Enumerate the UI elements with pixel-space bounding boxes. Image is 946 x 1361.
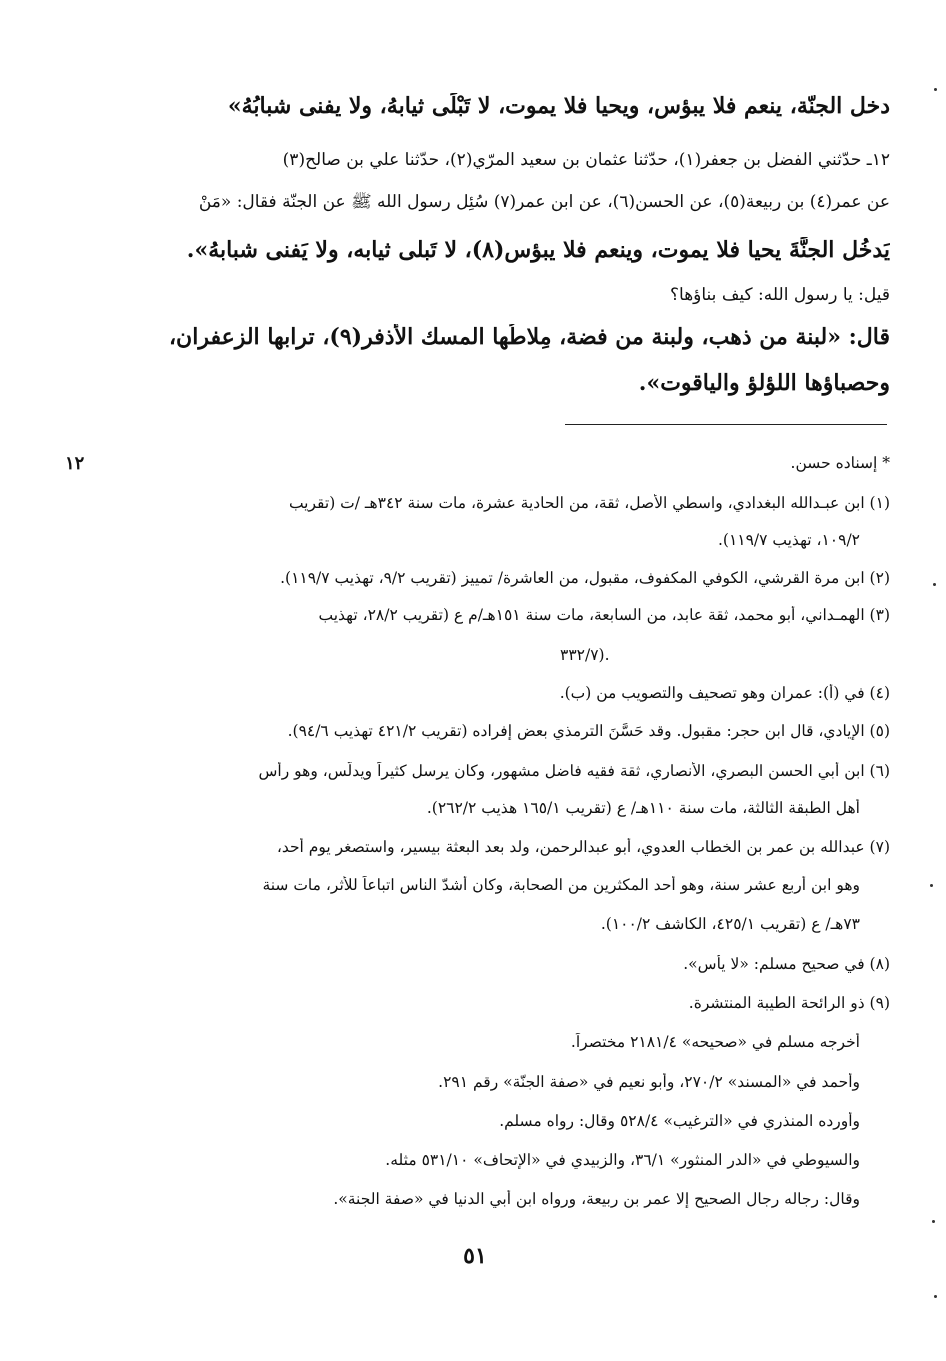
footnote-7-line-3: ٧٣هـ/ ع (تقريب ٤٢٥/١، الكاشف ١٠٠/٢). xyxy=(600,915,860,933)
footnote-2: (٢) ابن مرة القرشي، الكوفي المكفوف، مقبول، من العاشرة/ تمييز (تقريب ٩/٢، تهذيب ١١٩/٧). xyxy=(280,569,890,587)
scan-speck xyxy=(933,583,936,586)
scan-speck xyxy=(930,884,933,887)
hadith-tail-line: دخل الجنّة، ينعم فلا يبؤس، ويحيا فلا يموت، لا تَبْلَى ثيابهُ، ولا يفنى شبابُهُ» xyxy=(227,93,890,119)
footnote-3-line-1: (٣) الهمـداني، أبو محمد، ثقة عابد، من السابعة، مات سنة ١٥١هـ/م ع (تقريب ٢٨/٢، تهذيب xyxy=(318,606,890,624)
hadith-12-line-6: وحصباؤها اللؤلؤ والياقوت». xyxy=(638,370,890,396)
footnote-7-line-2: وهو ابن أربع عشر سنة، وهو أحد المكثرين من الصحابة، وكان أشدّ الناس اتباعاً للأثر، مات سنة xyxy=(262,876,860,894)
footnote-4: (٤) في (أ): عمران وهو تصحيف والتصويب من (ب). xyxy=(559,684,890,702)
footnote-1-line-1: (١) ابن عبـدالله البغدادي، واسطي الأصل، ثقة، من الحادية عشرة، مات سنة ٣٤٢هـ /ت (تقريب xyxy=(288,494,890,512)
footnote-6-line-1: (٦) ابن أبي الحسن البصري، الأنصاري، ثقة فقيه فاضل مشهور، وكان يرسل كثيراً ويدلّس، وهو رأس xyxy=(258,762,890,780)
footnote-9: (٩) ذو الرائحة الطيبة المنتشرة. xyxy=(688,994,890,1012)
page-number: ٥١ xyxy=(463,1243,487,1269)
footnote-8: (٨) في صحيح مسلم: «لا يأس». xyxy=(683,955,890,973)
footnote-3-line-2: ٣٣٢/٧). xyxy=(560,646,610,664)
scan-speck xyxy=(934,1295,937,1298)
takhrij-line-2: وأحمد في «المسند» ٢٧٠/٢، وأبو نعيم في «صفة الجنّة» رقم ٢٩١. xyxy=(438,1073,860,1091)
footnote-separator xyxy=(565,424,887,425)
hadith-12-line-1: ١٢ـ حدّثني الفضل بن جعفر(١)، حدّثنا عثمان بن سعيد المرّي(٢)، حدّثنا علي بن صالح(٣) xyxy=(282,150,890,170)
scan-speck xyxy=(934,88,937,91)
hadith-12-line-4: قيل: يا رسول الله: كيف بناؤها؟ xyxy=(670,285,890,305)
footnote-6-line-2: أهل الطبقة الثالثة، مات سنة ١١٠هـ/ ع (تقريب ١٦٥/١ هذيب ٢٦٢/٢). xyxy=(426,799,860,817)
footnote-7-line-1: (٧) عبدالله بن عمر بن الخطاب العدوي، أبو عبدالرحمن، ولد بعد البعثة بيسير، واستصغر يوم أحد، xyxy=(276,838,890,856)
takhrij-line-4: والسيوطي في «الدر المنثور» ٣٦/١، والزبيدي في «الإتحاف» ٥٣١/١٠ مثله. xyxy=(385,1151,860,1169)
grading-note: * إسناده حسن. xyxy=(790,454,890,472)
margin-hadith-number: ١٢ xyxy=(65,453,85,474)
scan-speck xyxy=(932,1220,935,1223)
hadith-12-line-3: يَدخُل الجنَّةَ يحيا فلا يموت، وينعم فلا يبؤس(٨)، لا تَبلى ثيابه، ولا يَفنى شبابهُ». xyxy=(186,237,890,263)
takhrij-line-5: وقال: رجاله رجال الصحيح إلا عمر بن ربيعة، ورواه ابن أبي الدنيا في «صفة الجنة». xyxy=(333,1190,860,1208)
footnote-1-line-2: ١٠٩/٢، تهذيب ١١٩/٧). xyxy=(717,531,860,549)
takhrij-line-1: أخرجه مسلم في «صحيحه» ٢١٨١/٤ مختصراً. xyxy=(570,1033,860,1051)
takhrij-line-3: وأورده المنذري في «الترغيب» ٥٢٨/٤ وقال: رواه مسلم. xyxy=(499,1112,860,1130)
hadith-12-line-2: عن عمر(٤) بن ربيعة(٥)، عن الحسن(٦)، عن ابن عمر(٧) سُئِل رسول الله ﷺ عن الجنّة فقال: «مَنْ xyxy=(198,192,890,212)
footnote-5: (٥) الإيادي، قال ابن حجر: مقبول. وقد حَسَّنَ الترمذي بعض إفراده (تقريب ٤٢١/٢ تهذيب ٩٤/٦). xyxy=(287,722,890,740)
hadith-12-line-5: قال: «لبنة من ذهب، ولبنة من فضة، مِلاطُها المسك الأذفر(٩)، ترابها الزعفران، xyxy=(168,324,890,350)
